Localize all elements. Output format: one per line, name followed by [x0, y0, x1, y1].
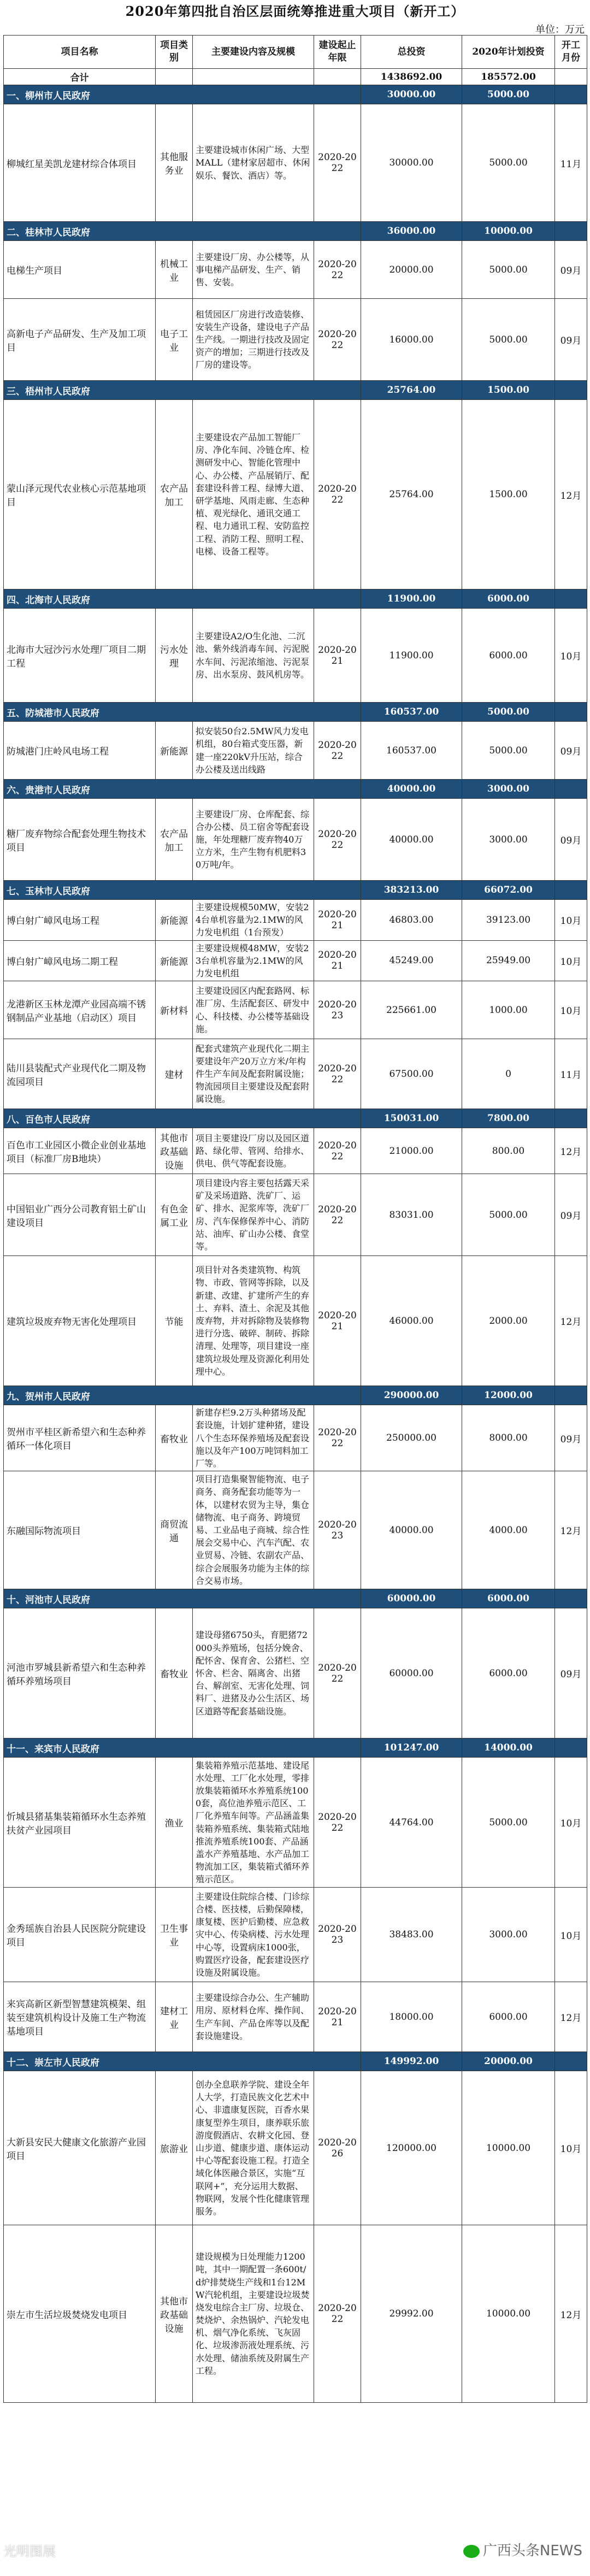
section-label: 五、防城港市人民政府	[4, 703, 361, 722]
project-total: 46000.00	[361, 1256, 462, 1386]
project-plan: 6000.00	[462, 609, 555, 703]
project-scope: 创办全息联养学院、建设全年人大学，打造民族文化艺术中心、非遗康复医院，百香水果康复型养生项目，康养联乐旅游度假酒店、农耕文化园、登山步道、健康步道、康体运动中心等配套设施工程。打造全域化体医融合景区，实施“互联网+”，充分运用大数据、物联网，发展个性化健康管理服务。	[193, 2071, 314, 2225]
section-total: 36000.00	[361, 222, 462, 241]
project-month: 10月	[555, 940, 587, 981]
project-category: 其他服务业	[156, 104, 193, 222]
project-total: 40000.00	[361, 799, 462, 881]
project-scope: 主要建设A2/O生化池、二沉池、紫外线消毒车间、污泥脱水车间、污泥浓缩池、污泥泵房、出水泵房、鼓风机房等。	[193, 609, 314, 703]
section-row	[4, 1386, 587, 1405]
table-row	[4, 2071, 587, 2225]
project-month: 09月	[555, 1405, 587, 1471]
project-total: 25764.00	[361, 400, 462, 590]
project-plan: 4000.00	[462, 1471, 555, 1589]
table-row	[4, 1128, 587, 1174]
section-plan: 10000.00	[462, 222, 555, 241]
project-month: 11月	[555, 1039, 587, 1109]
project-category: 新能源	[156, 940, 193, 981]
project-category: 畜牧业	[156, 1608, 193, 1738]
project-name: 金秀瑶族自治县人民医院分院建设项目	[4, 1888, 156, 1982]
wechat-icon	[463, 2545, 480, 2558]
project-scope: 主要建设综合办公、生产辅助用房、原材料仓库、操作间、生产车间、产品仓库等以及配套设施建设。	[193, 1982, 314, 2052]
project-plan: 5000.00	[462, 1758, 555, 1888]
project-total: 16000.00	[361, 299, 462, 381]
project-category: 机械工业	[156, 241, 193, 299]
project-total: 225661.00	[361, 981, 462, 1039]
project-month: 11月	[555, 104, 587, 222]
section-total: 149992.00	[361, 2052, 462, 2071]
project-total: 160537.00	[361, 722, 462, 780]
section-plan: 6000.00	[462, 590, 555, 609]
project-total: 40000.00	[361, 1471, 462, 1589]
project-scope: 主要建设农产品加工智能厂房、净化车间、冷链仓库、检测研发中心、智能化管理中心、办公楼、产品展销厅、配套建设科普工程、绿博大道、研学基地、风雨走廊、生态种植、观光绿化、通讯交通工程、电力通讯工程、安防监控工程、消防工程、照明工程、电梯、设备工程等。	[193, 400, 314, 590]
project-name: 博白射广嶂风电场二期工程	[4, 940, 156, 981]
table-row	[4, 1982, 587, 2052]
project-name: 高新电子产品研发、生产及加工项目	[4, 299, 156, 381]
section-plan: 7800.00	[462, 1109, 555, 1128]
project-plan: 800.00	[462, 1128, 555, 1174]
project-scope: 主要建设城市休闲广场、大型MALL（建材家居超市、休闲娱乐、餐饮、酒店）等。	[193, 104, 314, 222]
project-period: 2020-2026	[314, 2071, 361, 2225]
table-header-row	[4, 36, 587, 69]
project-total: 38483.00	[361, 1888, 462, 1982]
project-plan: 3000.00	[462, 1888, 555, 1982]
section-plan: 5000.00	[462, 703, 555, 722]
section-label: 六、贵港市人民政府	[4, 780, 361, 799]
table-row	[4, 299, 587, 381]
project-name: 中国铝业广西分公司教育铝土矿山建设项目	[4, 1174, 156, 1256]
project-plan: 10000.00	[462, 2225, 555, 2403]
project-name: 博白射广嶂风电场工程	[4, 900, 156, 941]
project-category: 卫生事业	[156, 1888, 193, 1982]
section-total: 150031.00	[361, 1109, 462, 1128]
project-plan: 39123.00	[462, 900, 555, 941]
table-row	[4, 2225, 587, 2403]
project-month: 12月	[555, 1128, 587, 1174]
project-category: 污水处理	[156, 609, 193, 703]
project-month: 12月	[555, 1256, 587, 1386]
project-month: 09月	[555, 1174, 587, 1256]
project-name: 柳城红星美凯龙建材综合体项目	[4, 104, 156, 222]
project-total: 18000.00	[361, 1982, 462, 2052]
table-row	[4, 1039, 587, 1109]
project-period: 2020-2022	[314, 1128, 361, 1174]
project-category: 商贸流通	[156, 1471, 193, 1589]
table-row	[4, 1888, 587, 1982]
section-label: 九、贺州市人民政府	[4, 1386, 361, 1405]
table-row	[4, 1758, 587, 1888]
project-total: 11900.00	[361, 609, 462, 703]
project-total: 20000.00	[361, 241, 462, 299]
section-label: 十一、来宾市人民政府	[4, 1738, 361, 1758]
project-scope: 主要建设规模50MW，安装24台单机容量为2.1MW的风力发电机组（1台预发）	[193, 900, 314, 941]
project-period: 2020-2022	[314, 400, 361, 590]
table-row	[4, 1174, 587, 1256]
project-period: 2020-2022	[314, 722, 361, 780]
project-category: 节能	[156, 1256, 193, 1386]
project-period: 2020-2022	[314, 1174, 361, 1256]
project-plan: 2000.00	[462, 1256, 555, 1386]
project-month: 12月	[555, 1471, 587, 1589]
section-label: 一、柳州市人民政府	[4, 85, 361, 104]
project-plan: 5000.00	[462, 1174, 555, 1256]
table-row	[4, 609, 587, 703]
section-total: 60000.00	[361, 1589, 462, 1608]
section-row	[4, 703, 587, 722]
unit-label: 单位：万元	[535, 24, 585, 36]
project-name: 百色市工业园区小微企业创业基地项目（标准厂房B地块）	[4, 1128, 156, 1174]
header-category: 项目类别	[156, 36, 193, 69]
project-month: 12月	[555, 1982, 587, 2052]
table-row	[4, 940, 587, 981]
project-month: 12月	[555, 400, 587, 590]
project-category: 农产品加工	[156, 799, 193, 881]
section-row	[4, 1589, 587, 1608]
project-scope: 主要建设厂房、办公楼等，从事电梯产品研发、生产、销售、安装。	[193, 241, 314, 299]
project-category: 旅游业	[156, 2071, 193, 2225]
project-total: 44764.00	[361, 1758, 462, 1888]
section-label: 三、梧州市人民政府	[4, 381, 361, 400]
table-row	[4, 241, 587, 299]
project-name: 贺州市平桂区新希望六和生态种养循环一体化项目	[4, 1405, 156, 1471]
project-period: 2020-2021	[314, 940, 361, 981]
section-row	[4, 222, 587, 241]
project-name: 忻城县猪基集装箱循环水生态养殖扶贫产业园项目	[4, 1758, 156, 1888]
project-scope: 主要建设厂房、仓库配套、综合办公楼、员工宿舍等配套设施，年处理糖厂废弃物40万立方米，生产生物有机肥料30万吨/年。	[193, 799, 314, 881]
section-plan: 6000.00	[462, 1589, 555, 1608]
project-scope: 拟安装50台2.5MW风力发电机组，80台箱式变压器，新建一座220kV升压站，综合办公楼及送出线路	[193, 722, 314, 780]
section-plan: 66072.00	[462, 881, 555, 900]
section-row	[4, 780, 587, 799]
project-scope: 项目建设内容主要包括露天采矿及采场道路、洗矿厂、运矿、排水、泥浆库等，洗矿厂房、汽车保修保养中心、消防站、油库、矿山办公楼、食堂等。	[193, 1174, 314, 1256]
project-category: 其他市政基础设施	[156, 2225, 193, 2403]
total-label: 合计	[4, 69, 156, 85]
project-name: 蒙山泽元现代农业核心示范基地项目	[4, 400, 156, 590]
table-row	[4, 1405, 587, 1471]
project-period: 2020-2023	[314, 1888, 361, 1982]
project-scope: 项目主要建设厂房以及园区道路、绿化带、管网、给排水、供电、供气等配套设施。	[193, 1128, 314, 1174]
section-total: 101247.00	[361, 1738, 462, 1758]
project-plan: 6000.00	[462, 1608, 555, 1738]
project-category: 新能源	[156, 900, 193, 941]
project-name: 建筑垃圾废弃物无害化处理项目	[4, 1256, 156, 1386]
section-row	[4, 85, 587, 104]
project-category: 渔业	[156, 1758, 193, 1888]
section-plan: 12000.00	[462, 1386, 555, 1405]
project-category: 建材	[156, 1039, 193, 1109]
project-month: 10月	[555, 1888, 587, 1982]
project-month: 10月	[555, 981, 587, 1039]
table-row	[4, 722, 587, 780]
project-scope: 主要建设园区内配套路网、标准厂房、生活配套区、研发中心、科技楼、办公楼等基础设施。	[193, 981, 314, 1039]
table-row	[4, 981, 587, 1039]
table-row	[4, 900, 587, 941]
section-plan: 14000.00	[462, 1738, 555, 1758]
project-category: 建材工业	[156, 1982, 193, 2052]
project-scope: 主要建设住院综合楼、门诊综合楼、医技楼，后勤保障楼，康复楼、医护后勤楼、应急救灾中心、传染病楼、污水处理中心等，设置病床1000张，购置医疗设备，配套建设医疗设施及附属设施。	[193, 1888, 314, 1982]
section-total: 160537.00	[361, 703, 462, 722]
project-plan: 5000.00	[462, 299, 555, 381]
project-plan: 3000.00	[462, 799, 555, 881]
project-plan: 0	[462, 1039, 555, 1109]
project-period: 2020-2022	[314, 1758, 361, 1888]
project-plan: 1500.00	[462, 400, 555, 590]
project-name: 糖厂废弃物综合配套处理生物技术项目	[4, 799, 156, 881]
project-total: 120000.00	[361, 2071, 462, 2225]
project-period: 2020-2021	[314, 1256, 361, 1386]
project-plan: 5000.00	[462, 241, 555, 299]
section-row	[4, 2052, 587, 2071]
project-scope: 配套式建筑产业现代化二期主要建设年产20万立方米/年构件生产车间及配套附属设施；物流园项目主要建设及配套附属设施。	[193, 1039, 314, 1109]
project-month: 09月	[555, 722, 587, 780]
project-month: 12月	[555, 2225, 587, 2403]
project-category: 有色金属工业	[156, 1174, 193, 1256]
section-total: 40000.00	[361, 780, 462, 799]
project-category: 农产品加工	[156, 400, 193, 590]
section-total: 383213.00	[361, 881, 462, 900]
project-total: 45249.00	[361, 940, 462, 981]
table-row	[4, 104, 587, 222]
project-scope: 集装箱养殖示范基地、建设尾水处理、工厂化水处理，零排放集装箱循环水养殖系统1000套，高位池养殖示范区、工厂化养殖车间等。产品涵盖集装箱养殖系统、集装箱式陆地推流养殖系统100套、产品涵盖水产养殖基地、水产品加工物流加工区，集装箱式循环养殖示范区。	[193, 1758, 314, 1888]
project-period: 2020-2021	[314, 900, 361, 941]
project-plan: 5000.00	[462, 104, 555, 222]
project-category: 电子工业	[156, 299, 193, 381]
project-period: 2020-2022	[314, 1039, 361, 1109]
project-month: 10月	[555, 1758, 587, 1888]
table-row	[4, 1256, 587, 1386]
project-month: 10月	[555, 900, 587, 941]
project-month: 09月	[555, 799, 587, 881]
project-total: 21000.00	[361, 1128, 462, 1174]
project-plan: 10000.00	[462, 2071, 555, 2225]
project-period: 2020-2023	[314, 1471, 361, 1589]
section-label: 七、玉林市人民政府	[4, 881, 361, 900]
project-month: 10月	[555, 609, 587, 703]
section-total: 11900.00	[361, 590, 462, 609]
section-label: 二、桂林市人民政府	[4, 222, 361, 241]
header-period: 建设起止年限	[314, 36, 361, 69]
project-period: 2020-2022	[314, 2225, 361, 2403]
project-scope: 建设规模为日处理能力1200吨，其中一期配置一条600t/d炉排焚烧生产线和1台12MW汽轮机组，主要建设垃圾焚烧发电综合主厂房、垃圾仓、焚烧炉、余热锅炉、汽轮发电机、烟气净化系统、飞灰固化、垃圾渗沥液处理系统、污水处理、储油系统及附属生产工程。	[193, 2225, 314, 2403]
project-plan: 1000.00	[462, 981, 555, 1039]
project-scope: 新建存栏9.2万头种猪场及配套设施，计划扩建种猪，建设八个生态环保养殖场及配套设施以及年产100万吨饲料加工厂等。	[193, 1405, 314, 1471]
table-body	[4, 69, 587, 2403]
project-total: 46803.00	[361, 900, 462, 941]
project-table	[3, 35, 587, 2403]
project-name: 河池市罗城县新希望六和生态种养循环养殖场项目	[4, 1608, 156, 1738]
project-plan: 8000.00	[462, 1405, 555, 1471]
section-label: 十、河池市人民政府	[4, 1589, 361, 1608]
project-month: 09月	[555, 299, 587, 381]
section-row	[4, 881, 587, 900]
project-total: 29992.00	[361, 2225, 462, 2403]
page-title: 2020年第四批自治区层面统筹推进重大项目（新开工）	[125, 3, 465, 19]
project-period: 2020-2021	[314, 609, 361, 703]
watermark: 光明图展	[3, 2544, 56, 2559]
project-category: 畜牧业	[156, 1405, 193, 1471]
project-period: 2020-2021	[314, 1982, 361, 2052]
project-period: 2020-2022	[314, 1405, 361, 1471]
project-name: 来宾高新区新型智慧建筑模架、组装至建筑机构设计及施工生产物流基地项目	[4, 1982, 156, 2052]
header-scope: 主要建设内容及规模	[193, 36, 314, 69]
project-plan: 6000.00	[462, 1982, 555, 2052]
table-row	[4, 799, 587, 881]
project-month: 09月	[555, 1608, 587, 1738]
section-total: 25764.00	[361, 381, 462, 400]
section-total: 30000.00	[361, 85, 462, 104]
project-scope: 项目打造集聚智能物流、电子商务、商务配套功能等为一体，以建材农贸为主导，集仓储物流、电子商务、跨境贸易、工业品电子商城、综合性展会交易中心、汽车汽配、农业贸易、冷链、农副农产品、综合会展服务功能为主体的综合交易市场。	[193, 1471, 314, 1589]
header-name: 项目名称	[4, 36, 156, 69]
project-period: 2020-2022	[314, 799, 361, 881]
project-plan: 25949.00	[462, 940, 555, 981]
project-name: 大新县安民大健康文化旅游产业园项目	[4, 2071, 156, 2225]
project-total: 67500.00	[361, 1039, 462, 1109]
project-month: 09月	[555, 241, 587, 299]
project-name: 防城港门庄岭风电场工程	[4, 722, 156, 780]
table-row	[4, 1471, 587, 1589]
section-total: 290000.00	[361, 1386, 462, 1405]
project-scope: 建设母猪6750头，育肥猪72000头养殖场，包括分娩舍、配怀舍、保育舍、公猪栏、空怀舍、栏舍、隔离舍、出猪台、解剖室、无害化处理、饲料厂、进猪及办公生活区、场区道路等配套基础设施。	[193, 1608, 314, 1738]
project-category: 其他市政基础设施	[156, 1128, 193, 1174]
header-plan: 2020年计划投资	[462, 36, 555, 69]
project-period: 2020-2022	[314, 241, 361, 299]
project-name: 北海市大冠沙污水处理厂项目二期工程	[4, 609, 156, 703]
project-month: 10月	[555, 2071, 587, 2225]
total-plan: 185572.00	[462, 69, 555, 85]
brand-logo	[463, 2539, 582, 2560]
project-name: 陆川县装配式产业现代化二期及物流园项目	[4, 1039, 156, 1109]
project-period: 2020-2022	[314, 299, 361, 381]
section-row	[4, 1738, 587, 1758]
header-total: 总投资	[361, 36, 462, 69]
project-category: 新能源	[156, 722, 193, 780]
section-row	[4, 1109, 587, 1128]
project-total: 30000.00	[361, 104, 462, 222]
section-label: 十二、崇左市人民政府	[4, 2052, 361, 2071]
project-name: 东融国际物流项目	[4, 1471, 156, 1589]
section-row	[4, 590, 587, 609]
project-period: 2020-2022	[314, 1608, 361, 1738]
project-scope: 项目针对各类建筑物、构筑物、市政、管网等拆除，以及新建、改建、扩建所产生的弃土、弃料、渣土、余泥及其他废弃物，并对拆除物及装修物进行分选、破碎、制砖、拆除清理、处理等，项目建设一座建筑垃圾处理及资源化利用处理中心。	[193, 1256, 314, 1386]
section-plan: 3000.00	[462, 780, 555, 799]
table-row	[4, 400, 587, 590]
brand-label: 广西头条NEWS	[482, 2543, 582, 2559]
project-period: 2020-2023	[314, 981, 361, 1039]
project-category: 新材料	[156, 981, 193, 1039]
section-plan: 20000.00	[462, 2052, 555, 2071]
project-name: 电梯生产项目	[4, 241, 156, 299]
section-label: 四、北海市人民政府	[4, 590, 361, 609]
project-scope: 租赁园区厂房进行改造装修、安装生产设备，建设电子产品生产线。一期进行技改及固定资产的增加；三期进行技改及厂房的建设等。	[193, 299, 314, 381]
section-label: 八、百色市人民政府	[4, 1109, 361, 1128]
table-row	[4, 1608, 587, 1738]
section-plan: 1500.00	[462, 381, 555, 400]
total-investment: 1438692.00	[361, 69, 462, 85]
project-total: 250000.00	[361, 1405, 462, 1471]
project-name: 崇左市生活垃圾焚烧发电项目	[4, 2225, 156, 2403]
header-month: 开工月份	[555, 36, 587, 69]
total-row	[4, 69, 587, 85]
project-plan: 5000.00	[462, 722, 555, 780]
project-scope: 主要建设规模48MW，安装23台单机容量为2.1MW的风力发电机组	[193, 940, 314, 981]
project-name: 龙港新区玉林龙潭产业园高端不锈钢制品产业基地（启动区）项目	[4, 981, 156, 1039]
project-period: 2020-2022	[314, 104, 361, 222]
section-plan: 5000.00	[462, 85, 555, 104]
project-total: 83031.00	[361, 1174, 462, 1256]
section-row	[4, 381, 587, 400]
project-total: 60000.00	[361, 1608, 462, 1738]
